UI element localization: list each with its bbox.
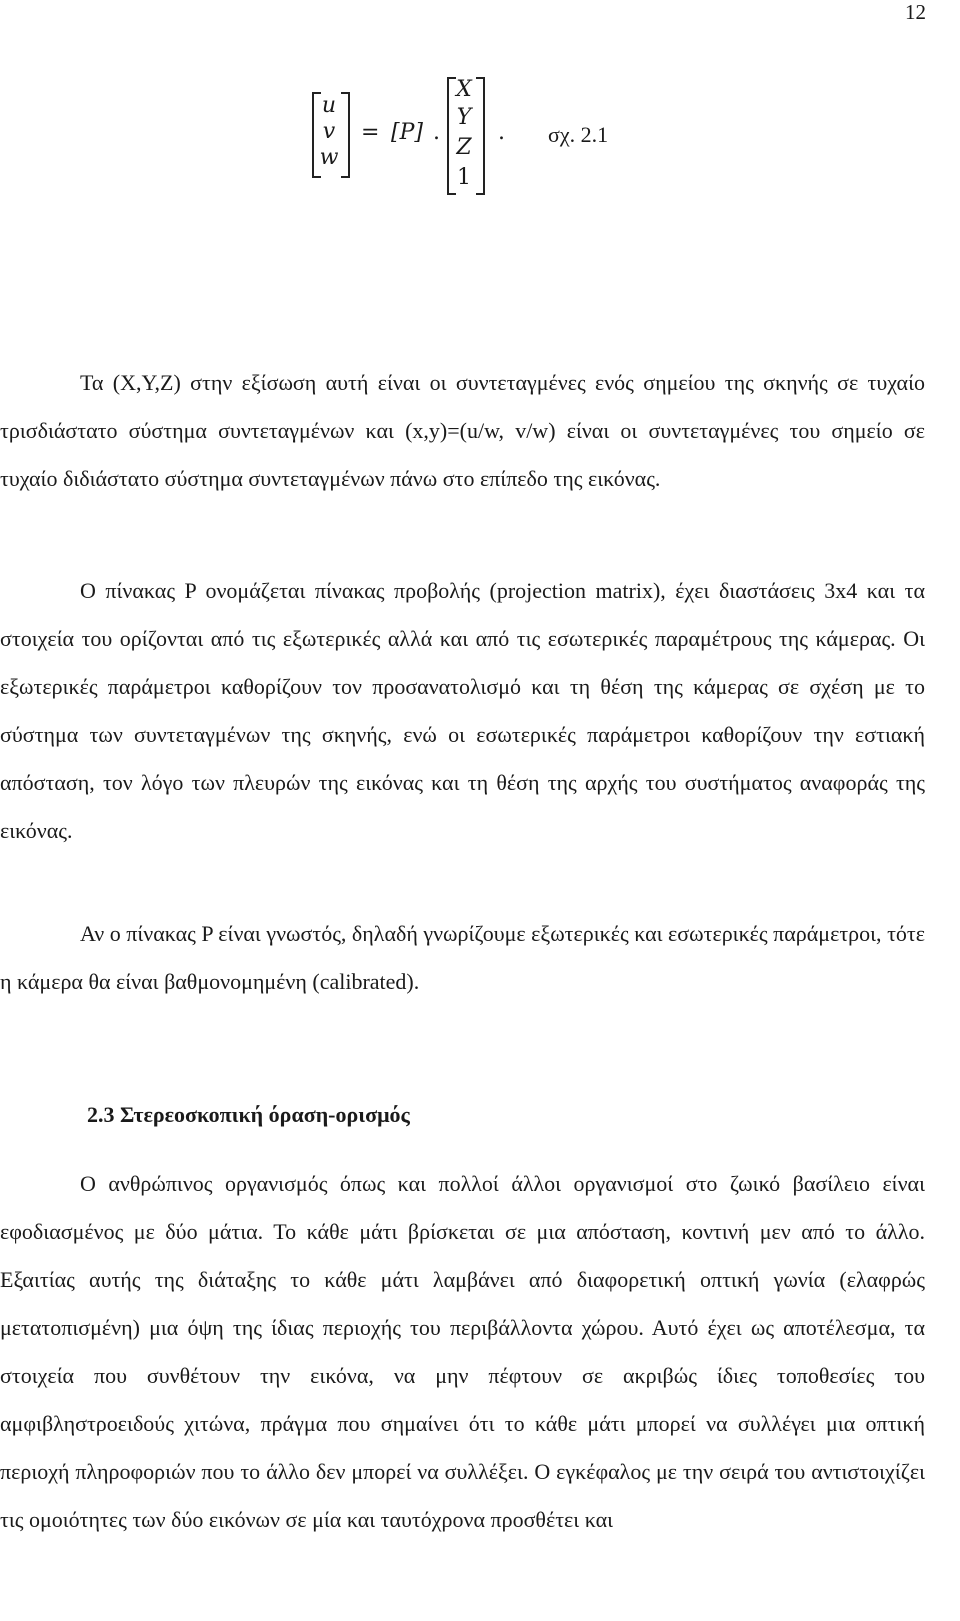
- equation-w: w: [319, 145, 339, 170]
- equation-label: σχ. 2.1: [548, 122, 609, 147]
- equation-y: Y: [456, 105, 472, 130]
- paragraph-coordinates: Τα (X,Y,Z) στην εξίσωση αυτή είναι οι συντεταγμένες ενός σημείου της σκηνής σε τυχαίο τρισδιάστατο σύστημα συντεταγμένων και (x,y)=(u/w, v/w) είναι οι συντεταγμένες του σημείο σε τυχαίο διδιάστατο σύστημα συντεταγμένων πάνω στο επίπεδο της εικόνας.: [0, 370, 925, 491]
- projection-matrix-symbol: [P]: [391, 120, 423, 145]
- equation-u: u: [321, 93, 337, 118]
- equation-z: Z: [456, 135, 472, 160]
- right-bracket: [476, 77, 485, 195]
- equation-period: .: [498, 120, 505, 145]
- right-bracket: [341, 92, 350, 178]
- paragraph-stereo-vision: Ο ανθρώπινος οργανισμός όπως και πολλοί άλλοι οργανισμοί στο ζωικό βασίλειο είναι εφοδιασμένος με δύο μάτια. Το κάθε μάτι βρίσκεται σε μια απόσταση, κοντινή μεν από το άλλο. Εξαιτίας αυτής της διάταξης το κάθε μάτι λαμβάνει από διαφορετική οπτική γωνία (ελαφρώς μετατοπισμένη) μια όψη της ίδιας περιοχής του περιβάλλοντα χώρου. Αυτό έχει ως αποτέλεσμα, τα στοιχεία που συνθέτουν την εικόνα, να μην πέφτουν σε ακριβώς ίδιες τοποθεσίες του αμφιβληστροειδούς χιτώνα, πράγμα που σημαίνει ότι το κάθε μάτι μπορεί να συλλέγει μια οπτική περιοχή πληροφοριών που το άλλο δεν μπορεί να συλλέξει. Ο εγκέφαλος με την σειρά του αντιστοιχίζει τις ομοιότητες των δύο εικόνων σε μία και ταυτόχρονα προσθέτει και: [0, 1171, 925, 1532]
- equals-sign: =: [361, 120, 380, 145]
- paragraph-projection-matrix: Ο πίνακας P ονομάζεται πίνακας προβολής (projection matrix), έχει διαστάσεις 3x4 και τα στοιχεία του ορίζονται από τις εξωτερικές αλλά και από τις εσωτερικές παραμέτρους της κάμερας. Οι εξωτερικές παράμετροι καθορίζουν τον προσανατολισμό και τη θέση της κάμερας σε σχέση με το σύστημα των συντεταγμένων της σκηνής, ενώ οι εσωτερικές παράμετροι καθορίζουν την εστιακή απόσταση, τον λόγο των πλευρών της εικόνας και τη θέση της αρχής του συστήματος αναφοράς της εικόνας.: [0, 578, 925, 843]
- equation-one: 1: [457, 165, 471, 190]
- projection-equation: [312, 75, 672, 195]
- section-heading: 2.3 Στερεοσκοπική όραση-ορισμός: [87, 1102, 410, 1127]
- dot-operator: .: [433, 120, 440, 145]
- equation-x: X: [456, 77, 472, 102]
- page-number: 12: [905, 0, 926, 24]
- equation-v: v: [322, 119, 336, 144]
- paragraph-calibration: Αν ο πίνακας P είναι γνωστός, δηλαδή γνωρίζουμε εξωτερικές και εσωτερικές παράμετροι, τότε η κάμερα θα είναι βαθμονομημένη (calibrated).: [0, 921, 925, 994]
